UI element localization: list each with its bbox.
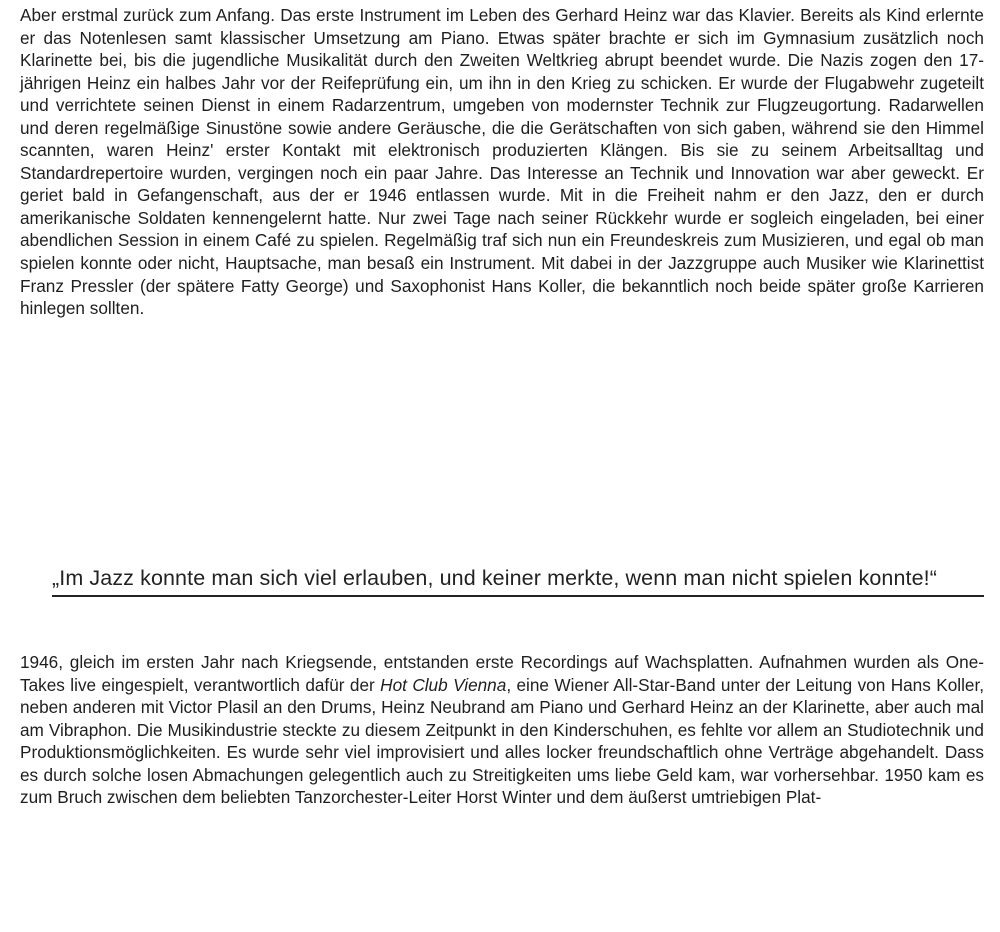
band-name-italic: Hot Club Vienna [380,674,507,695]
body-paragraph-1: Aber erstmal zurück zum Anfang. Das erste Instrument im Leben des Gerhard Heinz war das Klavier. Bereits als Kind erlernte er das Notenlesen samt klassischer Umsetzung am Piano. Etwas später brachte er sich im Gymnasium zusätzlich noch Klarinette bei, bis die jugendliche Musikalität durch den Zweiten Weltkrieg abrupt beendet wurde. Die Nazis zogen den 17-jährigen Heinz ein halbes Jahr vor der Reifeprüfung ein, um ihn in den Krieg zu schicken. Er wurde der Flugabwehr zugeteilt und verrichtete seinen Dienst in einem Radarzentrum, umgeben von modernster Technik zur Flugzeugortung. Radarwellen und deren regelmäßige Sinustöne sowie andere Geräusche, die die Gerätschaften von sich gaben, während sie den Himmel scannten, waren Heinz' erster Kontakt mit elektronisch produzierten Klängen. Bis sie zu seinem Arbeitsalltag und Standardrepertoire wurden, vergingen noch ein paar Jahre. Das Interesse an Technik und Innovation war aber geweckt. Er geriet bald in Gefangenschaft, aus der er 1946 entlassen wurde. Mit in die Freiheit nahm er den Jazz, den er durch amerikanische Soldaten kennengelernt hatte. Nur zwei Tage nach seiner Rückkehr wurde er sogleich eingeladen, bei einer abendlichen Session in einem Café zu spielen. Regelmäßig traf sich nun ein Freundeskreis zum Musizieren, und egal ob man spielen konnte oder nicht, Hauptsache, man besaß ein Instrument. Mit dabei in der Jazzgruppe auch Musiker wie Klarinettist Franz Pressler (der spätere Fatty George) und Saxophonist Hans Koller, die bekanntlich noch beide später große Karrieren hinlegen sollten. [20,5,984,319]
pull-quote [52,565,984,597]
paragraph-2-text-end: , eine Wiener All-Star-Band unter der Leitung von Hans Koller, neben anderen mit Victor Plasil an den Drums, Heinz Neubrand am Piano und Gerhard Heinz an der Klarinette, aber auch mal am Vibraphon. Die Musikindustrie steckte zu diesem Zeitpunkt in den Kinderschuhen, es fehlte vor allem an Studiotechnik und Produktionsmöglichkeiten. Es wurde sehr viel improvisiert und alles locker freundschaftlich ohne Verträge abgehandelt. Dass es durch solche losen Abmachungen gelegentlich auch zu Streitigkeiten ums liebe Geld kam, war vorhersehbar. 1950 kam es zum Bruch zwischen dem beliebten Tanzorchester-Leiter Horst Winter und dem äußerst umtriebigen Plat- [20,674,985,808]
pull-quote-text: „Im Jazz konnte man sich viel erlauben, und keiner merkte, wenn man nicht spielen konnte!“ [52,565,984,597]
paragraph-2-text-start: 1946, gleich im ersten Jahr nach Kriegsende, entstanden erste Recordings auf Wachsplatten. Aufnahmen wurden als One-Takes live eingespielt, verantwortlich dafür der [20,652,984,695]
body-paragraph-2 [20,651,984,809]
